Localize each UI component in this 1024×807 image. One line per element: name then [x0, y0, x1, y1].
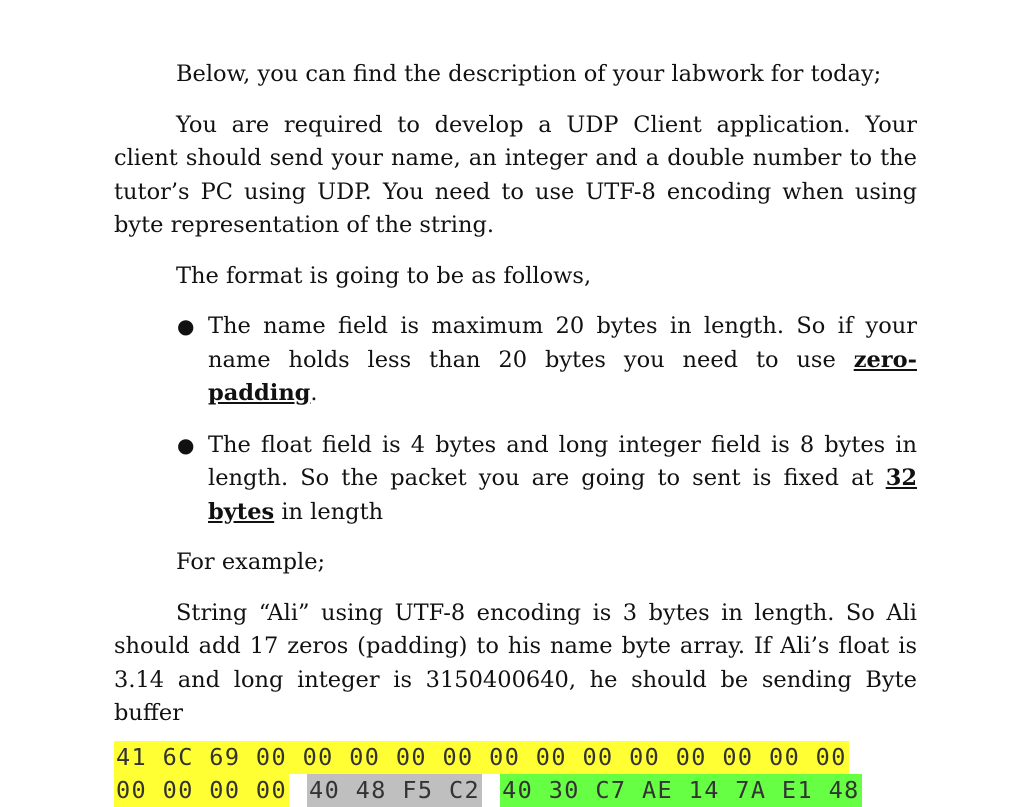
hex-float-bytes: 40 48 F5 C2 — [307, 774, 482, 807]
task-paragraph: You are required to develop a UDP Client application. Your client should send your name, an integer and a double number to the tutor’s PC using UDP. You need to use UTF-8 encoding when using byte representation of the string. — [114, 111, 917, 238]
bullet-emphasis: zero-padding — [208, 346, 917, 406]
bullet-text-end: in length — [274, 498, 384, 525]
bullet-dot-icon: ● — [177, 432, 195, 457]
bullet-text-end: . — [310, 380, 318, 406]
bullet-float-long-field — [177, 429, 917, 530]
bullet-name-field — [177, 310, 917, 411]
hex-byte-buffer — [114, 741, 917, 807]
hex-row-1 — [114, 741, 917, 774]
format-bullet-list — [114, 310, 917, 529]
example-label: For example; — [176, 549, 326, 575]
bullet-text: The float field is 4 bytes and long integer field is 8 bytes in length. So the packet you are going to sent is fixed at — [208, 431, 917, 491]
bullet-emphasis: 32 bytes — [208, 465, 917, 525]
bullet-text: The name field is maximum 20 bytes in length. So if your name holds less than 20 bytes you need to use — [208, 313, 917, 373]
document-page — [114, 58, 917, 807]
intro-paragraph: Below, you can find the description of your labwork for today; — [176, 61, 882, 87]
hex-long-bytes: 40 30 C7 AE 14 7A E1 48 — [500, 774, 862, 807]
hex-name-bytes: 41 6C 69 00 00 00 00 00 00 00 00 00 00 00 00 00 — [114, 741, 849, 774]
hex-name-padding-bytes: 00 00 00 00 — [114, 774, 289, 807]
hex-row-2 — [114, 774, 917, 807]
example-paragraph: String “Ali” using UTF-8 encoding is 3 bytes in length. So Ali should add 17 zeros (padding) to his name byte array. If Ali’s float is 3.14 and long integer is 3150400640, he should be sending Byte buffer — [114, 599, 917, 726]
format-intro-paragraph: The format is going to be as follows, — [176, 262, 592, 289]
bullet-dot-icon: ● — [177, 314, 195, 338]
